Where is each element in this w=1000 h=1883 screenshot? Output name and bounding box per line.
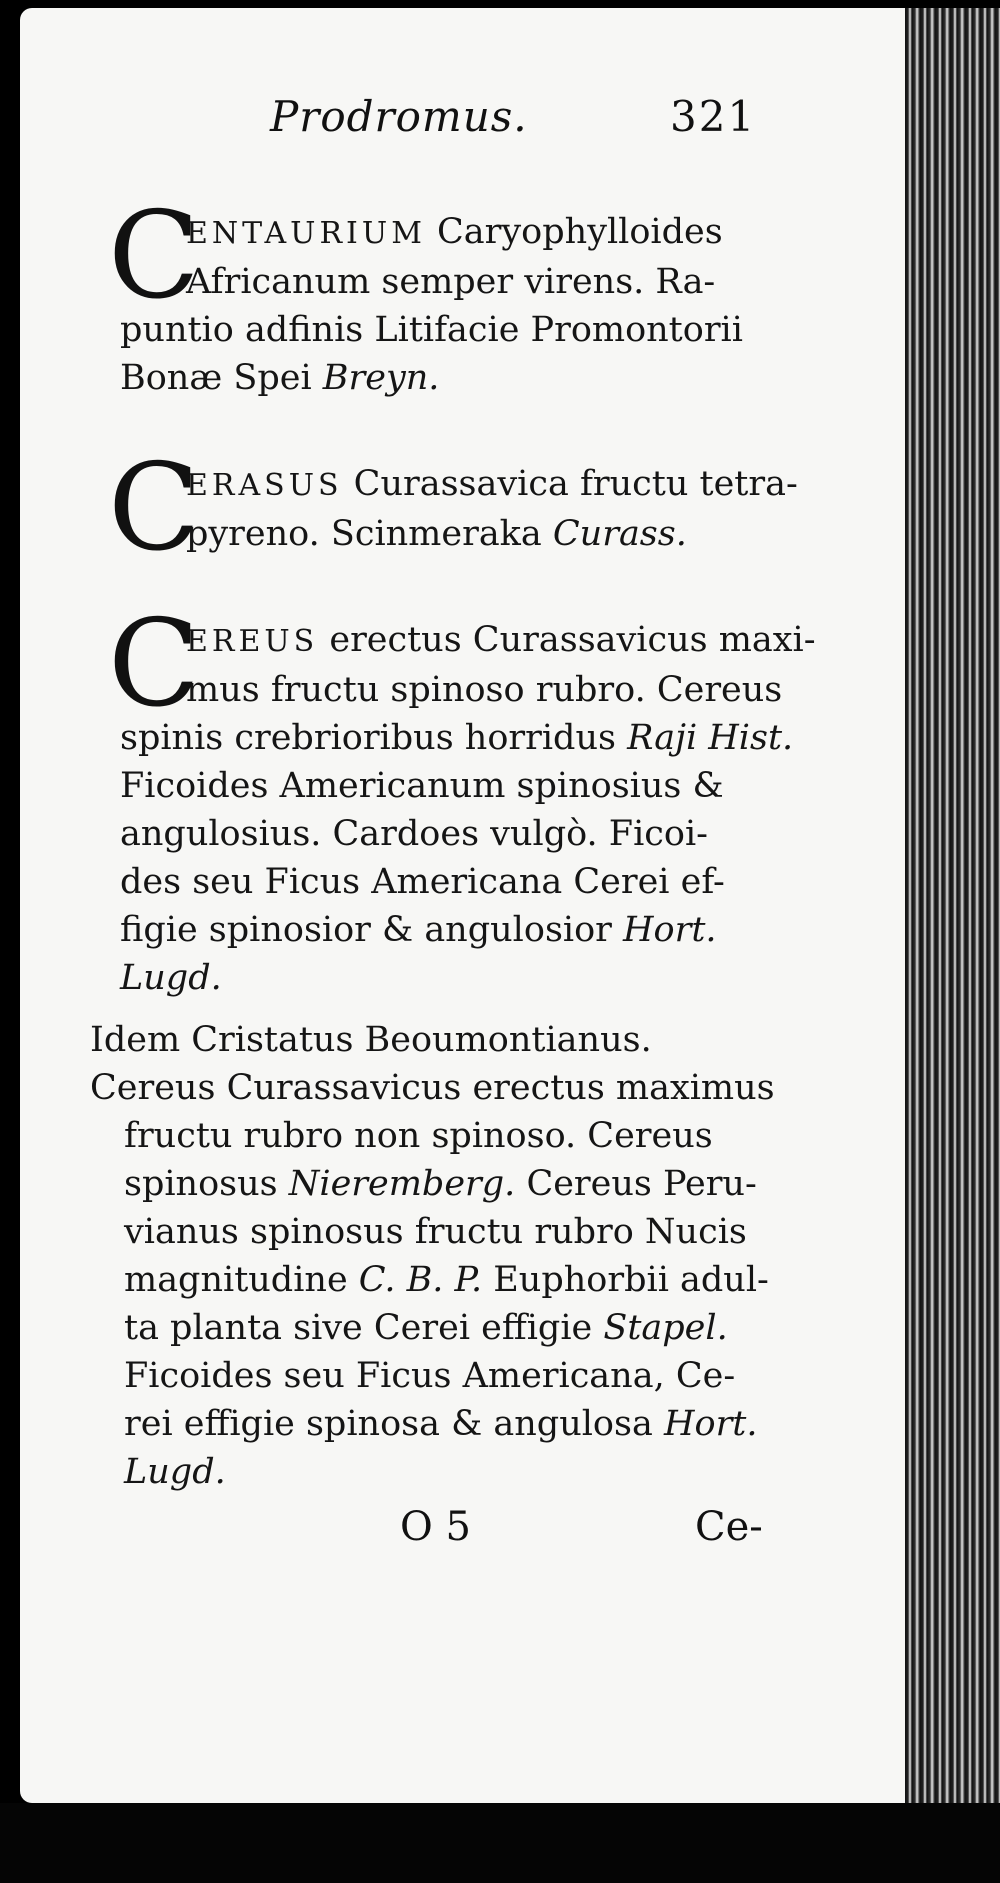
entry-line: Idem Cristatus Beoumontianus. [90,1020,652,1060]
entry-line: Ficoides Americanum spinosius & [120,766,724,806]
entry-line: ERASUS Curassavica fructu tetra- [186,464,798,504]
page-number: 321 [670,92,757,141]
running-head [20,86,920,146]
entry-line: Lugd. [124,1452,226,1492]
entry-cereus [90,595,816,1002]
entry-line: des seu Ficus Americana Cerei ef- [120,862,725,902]
entry-line: figie spinosior & angulosior Hort. [120,910,717,950]
entry-centaurium [90,187,780,402]
entry-idem-cristatus [90,1016,780,1064]
entry-line: pyreno. Scinmeraka Curass. [186,514,687,554]
entry-line: Bonæ Spei Breyn. [120,358,440,398]
drop-cap: C [108,595,200,734]
entry-line: spinis crebrioribus horridus Raji Hist. [120,718,794,758]
scan-background [0,1803,1000,1883]
catchword: Ce- [695,1504,763,1550]
entry-line: magnitudine C. B. P. Euphorbii adul- [124,1260,769,1300]
entry-line: Africanum semper virens. Ra- [186,262,716,302]
entry-line: ta planta sive Cerei effigie Stapel. [124,1308,728,1348]
drop-cap: C [108,187,200,326]
entry-line: vianus spinosus fructu rubro Nucis [124,1212,747,1252]
drop-cap: C [108,439,200,578]
entry-cerasus [90,439,798,578]
book-page [20,8,920,1803]
running-title: Prodromus. [270,92,528,141]
entry-line: mus fructu spinoso rubro. Cereus [186,670,783,710]
entry-line: ENTAURIUM Caryophylloides [186,212,723,252]
entry-line: Ficoides seu Ficus Americana, Ce- [124,1356,736,1396]
signature-mark: O 5 [400,1504,471,1550]
entry-line: fructu rubro non spinoso. Cereus [124,1116,713,1156]
book-gutter [905,8,1000,1803]
entry-cereus-curassavicus [90,1064,780,1496]
entry-line: rei effigie spinosa & angulosa Hort. [124,1404,758,1444]
entry-line: Cereus Curassavicus erectus maximus [90,1068,775,1108]
entry-line: spinosus Nieremberg. Cereus Peru- [124,1164,757,1204]
entry-line: EREUS erectus Curassavicus maxi- [186,620,816,660]
entry-line: Lugd. [120,958,222,998]
entry-line: angulosius. Cardoes vulgò. Ficoi- [120,814,708,854]
entry-line: puntio adfinis Litifacie Promontorii [120,310,743,350]
